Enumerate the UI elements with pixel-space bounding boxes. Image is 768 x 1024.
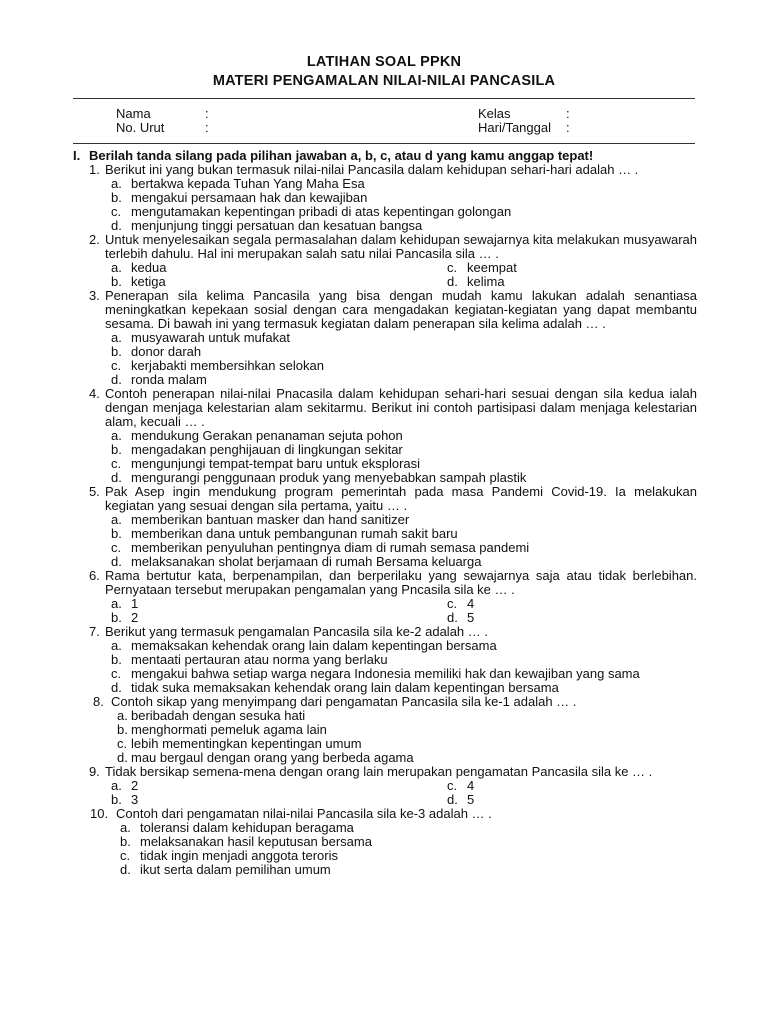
answer-option[interactable] bbox=[111, 359, 697, 373]
question-text: Untuk menyelesaikan segala permasalahan dalam kehidupan sewajarnya kita melakukan musyawarah terlebih dahulu. Hal ini merupakan salah satu nilai Pancasila sila … . bbox=[105, 232, 697, 261]
no-urut-colon: : bbox=[205, 120, 209, 135]
option-letter: a. bbox=[111, 428, 122, 443]
question-item bbox=[89, 485, 697, 569]
answer-options bbox=[111, 779, 697, 807]
question-number: 1. bbox=[89, 162, 100, 177]
answer-row bbox=[111, 261, 697, 275]
section-number: I. bbox=[73, 148, 81, 163]
answer-option[interactable] bbox=[447, 597, 474, 611]
answer-option[interactable] bbox=[111, 681, 697, 695]
question-text: Tidak bersikap semena-mena dengan orang lain merupakan pengamatan Pancasila sila ke … . bbox=[105, 764, 653, 779]
option-text: memberikan dana untuk pembangunan rumah sakit baru bbox=[131, 526, 458, 541]
option-letter: b. bbox=[111, 190, 122, 205]
answer-option[interactable] bbox=[447, 793, 474, 807]
answer-options bbox=[117, 709, 697, 765]
option-text: kerjabakti membersihkan selokan bbox=[131, 358, 324, 373]
question-number: 2. bbox=[89, 232, 100, 247]
page-subtitle: MATERI PENGAMALAN NILAI-NILAI PANCASILA bbox=[212, 73, 556, 89]
answer-option[interactable] bbox=[111, 653, 697, 667]
option-text: 5 bbox=[467, 610, 475, 625]
question-number: 9. bbox=[89, 764, 100, 779]
option-letter: c. bbox=[447, 260, 458, 275]
option-letter: b. bbox=[111, 274, 122, 289]
nama-colon: : bbox=[205, 106, 209, 121]
answer-option[interactable] bbox=[447, 611, 474, 625]
question-number: 10. bbox=[90, 806, 109, 821]
option-text: 2 bbox=[131, 610, 139, 625]
option-text: keempat bbox=[467, 260, 517, 275]
answer-option[interactable] bbox=[111, 513, 697, 527]
option-letter: d. bbox=[111, 554, 122, 569]
option-letter: a. bbox=[111, 638, 122, 653]
hari-tanggal-label: Hari/Tanggal bbox=[478, 120, 551, 135]
section-instruction bbox=[73, 149, 713, 163]
answer-options bbox=[120, 821, 697, 877]
answer-row bbox=[111, 597, 697, 611]
answer-option[interactable] bbox=[111, 667, 697, 681]
hari-tanggal-colon: : bbox=[566, 120, 570, 135]
question-text-block bbox=[89, 765, 697, 779]
question-item bbox=[89, 625, 697, 695]
option-text: mengakui bahwa setiap warga negara Indonesia memiliki hak dan kewajiban yang sama bbox=[131, 666, 640, 681]
question-item bbox=[89, 289, 697, 387]
option-text: ronda malam bbox=[131, 372, 207, 387]
header-divider-top bbox=[73, 98, 695, 99]
option-letter: c. bbox=[447, 778, 458, 793]
question-number: 3. bbox=[89, 288, 100, 303]
instruction-text: Berilah tanda silang pada pilihan jawaban a, b, c, atau d yang kamu anggap tepat! bbox=[89, 148, 594, 163]
option-letter: a. bbox=[111, 512, 122, 527]
answer-option[interactable] bbox=[111, 331, 697, 345]
option-letter: a. bbox=[111, 260, 122, 275]
answer-row bbox=[111, 611, 697, 625]
answer-option[interactable] bbox=[117, 751, 697, 765]
option-text: melaksanakan hasil keputusan bersama bbox=[140, 834, 372, 849]
question-item bbox=[89, 233, 697, 289]
answer-option[interactable] bbox=[111, 611, 138, 625]
option-text: mengunjungi tempat-tempat baru untuk eksplorasi bbox=[131, 456, 421, 471]
option-text: 2 bbox=[131, 778, 139, 793]
option-letter: d. bbox=[447, 610, 458, 625]
option-text: mentaati pertauran atau norma yang berlaku bbox=[131, 652, 388, 667]
answer-option[interactable] bbox=[117, 709, 697, 723]
question-text: Pak Asep ingin mendukung program pemerintah pada masa Pandemi Covid-19. Ia melakukan kegiatan yang sesuai dengan sila pertama, yaitu … . bbox=[105, 484, 697, 513]
option-text: tidak ingin menjadi anggota teroris bbox=[140, 848, 339, 863]
option-text: menjunjung tinggi persatuan dan kesatuan bangsa bbox=[131, 218, 423, 233]
question-text: Contoh dari pengamatan nilai-nilai Pancasila sila ke-3 adalah … . bbox=[116, 806, 492, 821]
answer-option[interactable] bbox=[120, 835, 697, 849]
option-letter: c. bbox=[111, 540, 122, 555]
option-letter: c. bbox=[120, 848, 131, 863]
answer-option[interactable] bbox=[120, 863, 697, 877]
question-text-block bbox=[89, 485, 697, 513]
option-letter: c. bbox=[111, 204, 122, 219]
option-letter: b. bbox=[111, 442, 122, 457]
page-title: LATIHAN SOAL PPKN bbox=[306, 54, 462, 70]
option-letter: b. bbox=[111, 344, 122, 359]
answer-option[interactable] bbox=[120, 849, 697, 863]
answer-option[interactable] bbox=[111, 793, 138, 807]
answer-option[interactable] bbox=[111, 191, 697, 205]
option-letter: d. bbox=[111, 218, 122, 233]
option-letter: d. bbox=[117, 750, 128, 765]
question-text-block bbox=[89, 569, 697, 597]
answer-options bbox=[111, 261, 697, 289]
question-item bbox=[89, 807, 697, 877]
option-letter: d. bbox=[111, 470, 122, 485]
header-divider-bottom bbox=[73, 143, 695, 144]
question-text: Contoh penerapan nilai-nilai Pnacasila dalam kehidupan sehari-hari sesuai dengan sila kedua ialah dengan menjaga kelestarian alam sekitarmu. Berikut ini contoh partisipasi dalam menjaga kelestarian alam, kecuali … . bbox=[105, 386, 697, 429]
option-letter: a. bbox=[117, 708, 128, 723]
option-text: lebih mementingkan kepentingan umum bbox=[131, 736, 362, 751]
option-text: menghormati pemeluk agama lain bbox=[131, 722, 327, 737]
no-urut-label: No. Urut bbox=[116, 120, 165, 135]
answer-option[interactable] bbox=[111, 443, 697, 457]
option-letter: d. bbox=[120, 862, 131, 877]
answer-options bbox=[111, 639, 697, 695]
question-text: Rama bertutur kata, berpenampilan, dan berperilaku yang sewajarnya saja atau tidak berlebihan. Pernyataan tersebut merupakan pengamalan yang Pncasila sila ke … . bbox=[105, 568, 697, 597]
option-letter: a. bbox=[120, 820, 131, 835]
option-text: bertakwa kepada Tuhan Yang Maha Esa bbox=[131, 176, 365, 191]
question-number: 7. bbox=[89, 624, 100, 639]
question-text-block bbox=[89, 387, 697, 429]
answer-option[interactable] bbox=[111, 373, 697, 387]
option-letter: a. bbox=[111, 330, 122, 345]
question-number: 6. bbox=[89, 568, 100, 583]
option-letter: b. bbox=[111, 792, 122, 807]
option-letter: b. bbox=[111, 652, 122, 667]
question-item bbox=[89, 163, 697, 233]
option-letter: d. bbox=[447, 792, 458, 807]
answer-option[interactable] bbox=[111, 457, 697, 471]
answer-option[interactable] bbox=[447, 275, 505, 289]
question-text-block bbox=[89, 233, 697, 261]
option-letter: c. bbox=[111, 358, 122, 373]
option-letter: c. bbox=[111, 456, 122, 471]
answer-options bbox=[111, 331, 697, 387]
answer-option[interactable] bbox=[111, 345, 697, 359]
question-item bbox=[89, 765, 697, 807]
question-text: Penerapan sila kelima Pancasila yang bisa dengan mudah kamu lakukan adalah senantiasa meningkatkan kepekaan sosial dengan cara mengadakan kegiatan-kegiatan yang dapat membantu sesama. Di bawah ini yang termasuk kegiatan dalam penerapan sila kelima adalah … . bbox=[105, 288, 697, 331]
question-number: 8. bbox=[93, 694, 104, 709]
option-letter: b. bbox=[111, 526, 122, 541]
answer-option[interactable] bbox=[111, 429, 697, 443]
option-letter: c. bbox=[447, 596, 458, 611]
nama-label: Nama bbox=[116, 106, 151, 121]
option-text: beribadah dengan sesuka hati bbox=[131, 708, 306, 723]
option-text: ikut serta dalam pemilihan umum bbox=[140, 862, 331, 877]
kelas-label: Kelas bbox=[478, 106, 511, 121]
option-letter: d. bbox=[111, 680, 122, 695]
option-text: ketiga bbox=[131, 274, 166, 289]
option-text: tidak suka memaksakan kehendak orang lain dalam kepentingan bersama bbox=[131, 680, 559, 695]
question-item bbox=[89, 695, 697, 765]
option-letter: a. bbox=[111, 176, 122, 191]
option-text: donor darah bbox=[131, 344, 202, 359]
question-list bbox=[89, 163, 697, 877]
answer-option[interactable] bbox=[111, 219, 697, 233]
answer-row bbox=[111, 793, 697, 807]
question-text: Contoh sikap yang menyimpang dari pengamatan Pancasila sila ke-1 adalah … . bbox=[111, 694, 577, 709]
answer-option[interactable] bbox=[117, 737, 697, 751]
answer-option[interactable] bbox=[447, 779, 474, 793]
option-text: melaksanakan sholat berjamaan di rumah Bersama keluarga bbox=[131, 554, 482, 569]
answer-options bbox=[111, 429, 697, 485]
question-text-block bbox=[89, 289, 697, 331]
option-text: mengurangi penggunaan produk yang menyebabkan sampah plastik bbox=[131, 470, 527, 485]
option-text: memberikan penyuluhan pentingnya diam di rumah semasa pandemi bbox=[131, 540, 530, 555]
answer-option[interactable] bbox=[111, 541, 697, 555]
answer-options bbox=[111, 513, 697, 569]
answer-option[interactable] bbox=[111, 177, 697, 191]
question-number: 5. bbox=[89, 484, 100, 499]
answer-option[interactable] bbox=[120, 821, 697, 835]
answer-option[interactable] bbox=[111, 205, 697, 219]
question-text-block bbox=[89, 807, 697, 821]
option-text: 4 bbox=[467, 778, 475, 793]
option-text: memaksakan kehendak orang lain dalam kepentingan bersama bbox=[131, 638, 497, 653]
question-text-block bbox=[89, 163, 697, 177]
answer-row bbox=[111, 779, 697, 793]
option-text: mengadakan penghijauan di lingkungan sekitar bbox=[131, 442, 403, 457]
option-text: 4 bbox=[467, 596, 475, 611]
question-text: Berikut ini yang bukan termasuk nilai-nilai Pancasila dalam kehidupan sehari-hari adalah … . bbox=[105, 162, 639, 177]
answer-options bbox=[111, 177, 697, 233]
option-letter: b. bbox=[120, 834, 131, 849]
answer-option[interactable] bbox=[111, 639, 697, 653]
option-text: memberikan bantuan masker dan hand sanitizer bbox=[131, 512, 410, 527]
option-text: 3 bbox=[131, 792, 139, 807]
option-letter: c. bbox=[117, 736, 128, 751]
option-text: toleransi dalam kehidupan beragama bbox=[140, 820, 354, 835]
answer-option[interactable] bbox=[111, 779, 138, 793]
option-text: 5 bbox=[467, 792, 475, 807]
question-number: 4. bbox=[89, 386, 100, 401]
answer-option[interactable] bbox=[111, 555, 697, 569]
option-letter: d. bbox=[447, 274, 458, 289]
kelas-colon: : bbox=[566, 106, 570, 121]
option-text: mengutamakan kepentingan pribadi di atas kepentingan golongan bbox=[131, 204, 512, 219]
option-text: mau bergaul dengan orang yang berbeda agama bbox=[131, 750, 414, 765]
option-letter: a. bbox=[111, 596, 122, 611]
option-text: musyawarah untuk mufakat bbox=[131, 330, 290, 345]
option-letter: b. bbox=[117, 722, 128, 737]
answer-option[interactable] bbox=[111, 471, 697, 485]
option-letter: a. bbox=[111, 778, 122, 793]
option-text: kelima bbox=[467, 274, 505, 289]
answer-option[interactable] bbox=[447, 261, 517, 275]
question-text-block bbox=[89, 695, 697, 709]
answer-option[interactable] bbox=[111, 261, 166, 275]
question-text: Berikut yang termasuk pengamalan Pancasila sila ke-2 adalah … . bbox=[105, 624, 488, 639]
option-text: mengakui persamaan hak dan kewajiban bbox=[131, 190, 368, 205]
question-item bbox=[89, 387, 697, 485]
option-text: 1 bbox=[131, 596, 139, 611]
question-item bbox=[89, 569, 697, 625]
option-letter: d. bbox=[111, 372, 122, 387]
answer-options bbox=[111, 597, 697, 625]
question-text-block bbox=[89, 625, 697, 639]
option-text: mendukung Gerakan penanaman sejuta pohon bbox=[131, 428, 403, 443]
answer-option[interactable] bbox=[111, 527, 697, 541]
option-letter: b. bbox=[111, 610, 122, 625]
answer-row bbox=[111, 275, 697, 289]
option-text: kedua bbox=[131, 260, 167, 275]
answer-option[interactable] bbox=[111, 275, 166, 289]
answer-option[interactable] bbox=[111, 597, 138, 611]
option-letter: c. bbox=[111, 666, 122, 681]
answer-option[interactable] bbox=[117, 723, 697, 737]
